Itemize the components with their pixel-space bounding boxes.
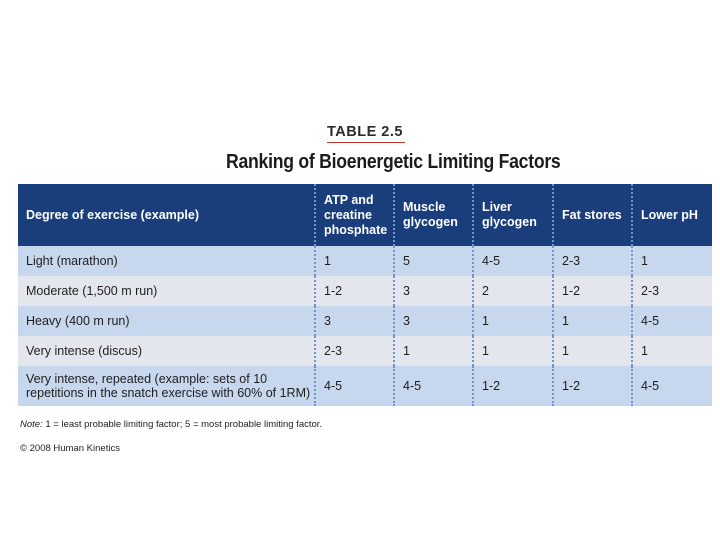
cell-fat-stores: 1 xyxy=(553,306,632,336)
cell-atp-cp: 4-5 xyxy=(315,366,394,406)
cell-muscle-glycogen: 1 xyxy=(394,336,473,366)
cell-exercise: Light (marathon) xyxy=(26,254,118,268)
cell-fat-stores: 1 xyxy=(553,336,632,366)
table-row xyxy=(18,276,712,306)
table-title: Ranking of Bioenergetic Limiting Factors xyxy=(226,150,561,173)
cell-muscle-glycogen: 5 xyxy=(394,246,473,276)
cell-muscle-glycogen: 3 xyxy=(394,306,473,336)
table-header-row xyxy=(18,184,712,246)
cell-fat-stores: 2-3 xyxy=(553,246,632,276)
table-row xyxy=(18,366,712,406)
header-muscle-glycogen: Muscle glycogen xyxy=(394,184,473,246)
cell-exercise: Moderate (1,500 m run) xyxy=(26,284,158,298)
cell-fat-stores: 1-2 xyxy=(553,276,632,306)
header-lower-ph: Lower pH xyxy=(632,184,712,246)
cell-atp-cp: 2-3 xyxy=(315,336,394,366)
cell-muscle-glycogen: 4-5 xyxy=(394,366,473,406)
cell-fat-stores: 1-2 xyxy=(553,366,632,406)
note-text: 1 = least probable limiting factor; 5 = most probable limiting factor. xyxy=(42,419,323,430)
header-liver-glycogen: Liver glycogen xyxy=(473,184,553,246)
cell-liver-glycogen: 2 xyxy=(473,276,553,306)
copyright-notice: © 2008 Human Kinetics xyxy=(20,443,120,454)
cell-atp-cp: 1-2 xyxy=(315,276,394,306)
cell-exercise: Heavy (400 m run) xyxy=(26,314,130,328)
table-row xyxy=(18,246,712,276)
cell-atp-cp: 3 xyxy=(315,306,394,336)
cell-lower-ph: 2-3 xyxy=(632,276,712,306)
cell-lower-ph: 4-5 xyxy=(632,306,712,336)
cell-exercise: Very intense, repeated (example: sets of 10 repetitions in the snatch exercise with 60% of 1RM) xyxy=(26,372,311,400)
table-row xyxy=(18,336,712,366)
cell-exercise: Very intense (discus) xyxy=(26,344,143,358)
table-note xyxy=(20,419,322,430)
table-number-label: TABLE 2.5 xyxy=(327,124,403,140)
header-exercise: Degree of exercise (example) xyxy=(26,207,200,222)
cell-liver-glycogen: 4-5 xyxy=(473,246,553,276)
cell-atp-cp: 1 xyxy=(315,246,394,276)
table-label-underline xyxy=(327,142,405,143)
cell-lower-ph: 1 xyxy=(632,246,712,276)
cell-liver-glycogen: 1 xyxy=(473,306,553,336)
cell-lower-ph: 1 xyxy=(632,336,712,366)
cell-liver-glycogen: 1 xyxy=(473,336,553,366)
note-label: Note: xyxy=(20,419,43,430)
header-fat-stores: Fat stores xyxy=(553,184,632,246)
header-atp-cp: ATP and creatine phosphate xyxy=(315,184,394,246)
limiting-factors-table xyxy=(18,184,712,406)
table-row xyxy=(18,306,712,336)
cell-muscle-glycogen: 3 xyxy=(394,276,473,306)
cell-lower-ph: 4-5 xyxy=(632,366,712,406)
cell-liver-glycogen: 1-2 xyxy=(473,366,553,406)
